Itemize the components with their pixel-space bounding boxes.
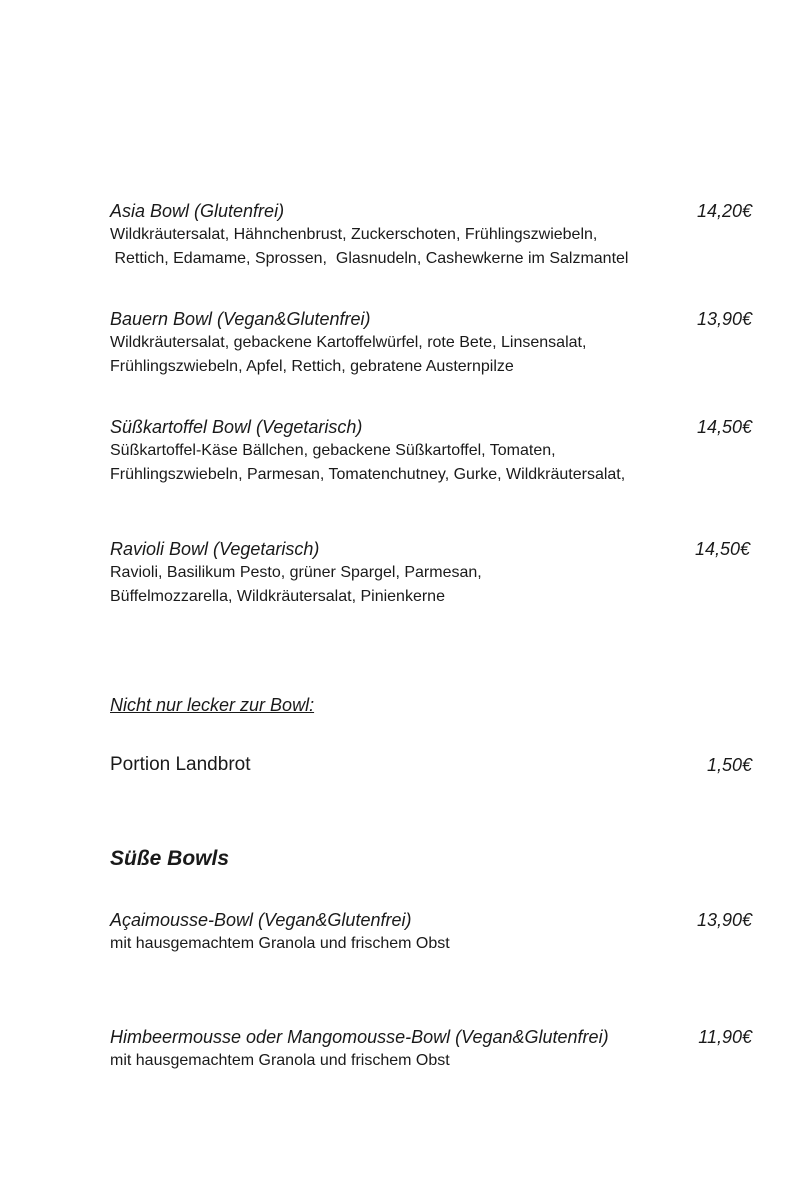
sweet-section-heading: Süße Bowls <box>110 847 230 870</box>
menu-item-header <box>110 908 752 932</box>
menu-item-ravioli-bowl <box>110 537 752 609</box>
item-name: Bauern Bowl (Vegan&Glutenfrei) <box>110 309 371 329</box>
item-name: Asia Bowl (Glutenfrei) <box>110 201 285 221</box>
item-price: 1,50€ <box>706 755 752 775</box>
menu-item-header <box>110 537 752 561</box>
item-description-line: mit hausgemachtem Granola und frischem Obst <box>110 935 450 952</box>
item-description-line: Büffelmozzarella, Wildkräutersalat, Pinienkerne <box>110 588 445 605</box>
menu-item-acai-bowl <box>110 908 752 956</box>
item-description-line: Wildkräutersalat, Hähnchenbrust, Zuckerschoten, Frühlingszwiebeln, <box>110 226 598 243</box>
menu-item-header <box>110 1025 752 1049</box>
item-name: Ravioli Bowl (Vegetarisch) <box>110 539 320 559</box>
item-price: 11,90€ <box>698 1027 752 1047</box>
item-price: 14,50€ <box>694 539 750 559</box>
menu-item-himbeer-mango-bowl <box>110 1025 752 1073</box>
item-description-line: Frühlingszwiebeln, Parmesan, Tomatenchutney, Gurke, Wildkräutersalat, <box>110 466 626 483</box>
item-name: Himbeermousse oder Mangomousse-Bowl (Vegan&Glutenfrei) <box>110 1027 609 1047</box>
item-description-line: Ravioli, Basilikum Pesto, grüner Spargel, Parmesan, <box>110 564 482 581</box>
side-section-heading: Nicht nur lecker zur Bowl: <box>110 695 315 715</box>
menu-item-bauern-bowl <box>110 307 752 379</box>
menu-item-suesskartoffel-bowl <box>110 415 752 487</box>
item-description-line: mit hausgemachtem Granola und frischem Obst <box>110 1052 450 1069</box>
item-name: Süßkartoffel Bowl (Vegetarisch) <box>110 417 363 437</box>
item-description-line: Wildkräutersalat, gebackene Kartoffelwürfel, rote Bete, Linsensalat, <box>110 334 587 351</box>
item-name: Portion Landbrot <box>110 754 251 775</box>
menu-item-landbrot <box>110 753 752 777</box>
item-price: 14,20€ <box>696 201 752 221</box>
item-price: 14,50€ <box>696 417 752 437</box>
item-price: 13,90€ <box>696 309 752 329</box>
item-description-line: Frühlingszwiebeln, Apfel, Rettich, gebratene Austernpilze <box>110 358 514 375</box>
item-description-line: Rettich, Edamame, Sprossen, Glasnudeln, Cashewkerne im Salzmantel <box>110 250 629 267</box>
menu-item-header <box>110 199 752 223</box>
menu-item-header <box>110 307 752 331</box>
menu-item-header <box>110 415 752 439</box>
item-price: 13,90€ <box>696 910 752 930</box>
item-name: Açaimousse-Bowl (Vegan&Glutenfrei) <box>110 910 412 930</box>
item-description-line: Süßkartoffel-Käse Bällchen, gebackene Süßkartoffel, Tomaten, <box>110 442 556 459</box>
menu-item-asia-bowl <box>110 199 752 271</box>
